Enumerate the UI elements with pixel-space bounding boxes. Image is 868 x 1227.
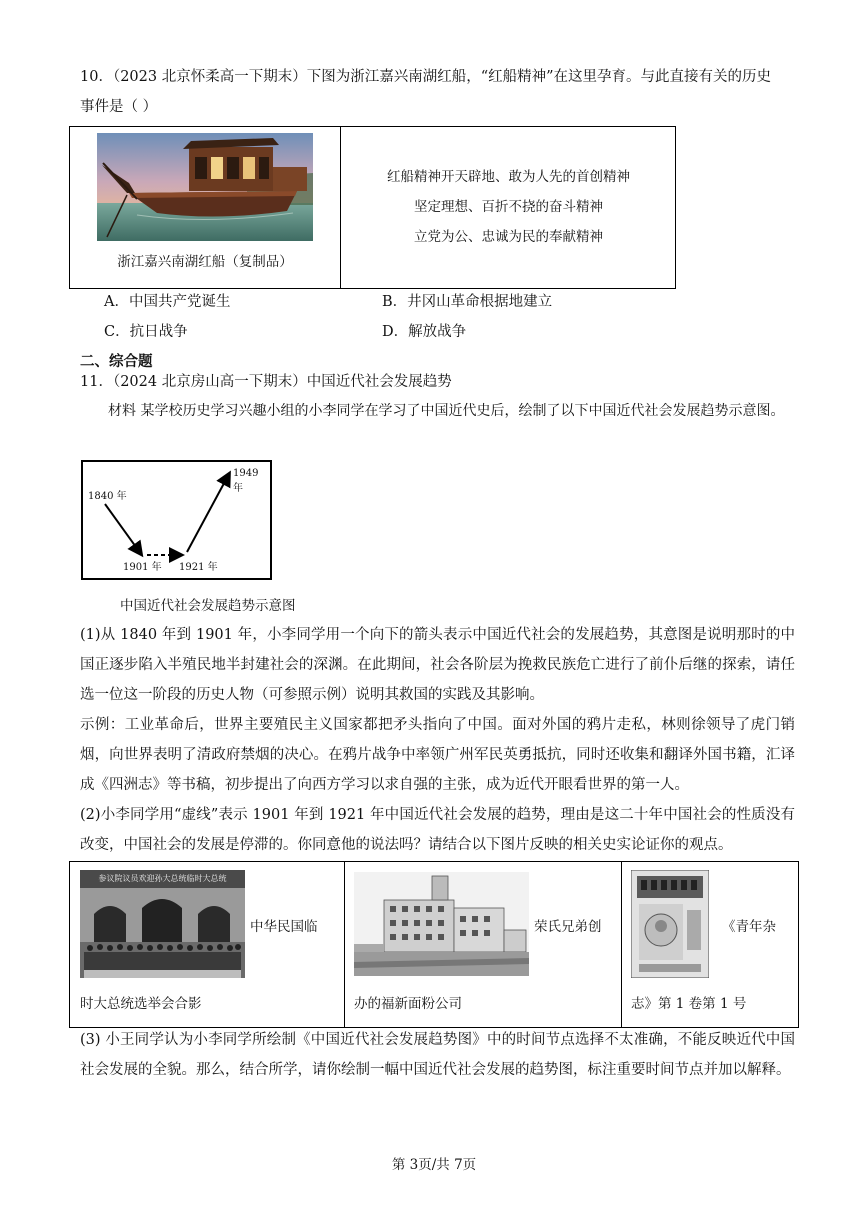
q10-option-b: B．井冈山革命根据地建立: [382, 294, 553, 310]
photo3-caption-right: 《青年杂: [722, 919, 776, 935]
q11-part1: (1)从 1840 年到 1901 年，小李同学用一个向下的箭头表示中国近代社会的发展趋势，其意图是说明那时的中国正逐步陷入半殖民地半封建社会的深渊。在此期间，社会各阶层为挽救民族危亡进行了前仆后继的探索，请任选一位这一阶段的历史人物（可参照示例）说明其救国的实践及其影响。: [80, 627, 795, 703]
down-arrow: [105, 504, 141, 554]
section-heading: 二、综合题: [80, 354, 153, 370]
q10-figure-table: [69, 126, 676, 289]
q11-part3: (3) 小王同学认为小李同学所绘制《中国近代社会发展趋势图》中的时间节点选择不太准确，不能反映近代中国社会发展的全貌。那么，结合所学，请你绘制一幅中国近代社会发展的趋势图，标注重要时间节点并加以解释。: [80, 1032, 795, 1078]
q11-image-table: [69, 861, 799, 1028]
election-group-photo: [80, 870, 245, 978]
label-1949: 1949 年: [233, 468, 259, 494]
youth-magazine-cover: [631, 870, 709, 978]
page-number: 第 3页/共 7页: [391, 1157, 477, 1173]
q10-option-c: C．抗日战争: [104, 324, 188, 340]
label-1901: 1901 年: [123, 562, 162, 573]
photo3-caption-bottom: 志》第 1 卷第 1 号: [631, 996, 747, 1012]
q10-stem-line2: 事件是（ ）: [80, 99, 158, 115]
photo1-sign: 参议院议员欢迎孙大总统临时大总统: [98, 874, 227, 883]
table-divider-2: [621, 862, 622, 1027]
q10-option-a: A．中国共产党诞生: [104, 294, 231, 310]
q10-stem: [80, 62, 795, 122]
label-1840: 1840 年: [88, 491, 127, 502]
photo2-caption-right: 荣氏兄弟创: [534, 919, 602, 935]
trend-diagram: [81, 460, 272, 580]
q10-stem-line1: 10．（2023 北京怀柔高一下期末）下图为浙江嘉兴南湖红船，“红船精神”在这里孕育。与此直接有关的历史: [80, 69, 772, 85]
q11-material: 材料 某学校历史学习兴趣小组的小李同学在学习了中国近代史后，绘制了以下中国近代社会发展趋势示意图。: [108, 403, 785, 419]
label-1921: 1921 年: [179, 562, 218, 573]
boat-caption: 浙江嘉兴南湖红船（复制品）: [117, 254, 293, 270]
q11-part2: (2)小李同学用“虚线”表示 1901 年到 1921 年中国近代社会发展的趋势，理由是这二十年中国社会的性质没有改变，中国社会的发展是停滞的。你同意他的说法吗？请结合以下图片反映的相关史实论证你的观点。: [80, 807, 795, 853]
red-boat-photo: [97, 133, 313, 241]
q11-stem: 11．（2024 北京房山高一下期末）中国近代社会发展趋势: [80, 374, 452, 390]
spirit-line-1: 红船精神开天辟地、敢为人先的首创精神: [387, 169, 630, 185]
spirit-line-2: 坚定理想、百折不挠的奋斗精神: [414, 199, 603, 215]
spirit-line-3: 立党为公、忠诚为民的奉献精神: [414, 229, 603, 245]
q10-option-d: D．解放战争: [382, 324, 467, 340]
photo2-caption-bottom: 办的福新面粉公司: [354, 996, 462, 1012]
diagram-caption: 中国近代社会发展趋势示意图: [120, 598, 296, 614]
q11-example: 示例：工业革命后，世界主要殖民主义国家都把矛头指向了中国。面对外国的鸦片走私，林则徐领导了虎门销烟，向世界表明了清政府禁烟的决心。在鸦片战争中率领广州军民英勇抵抗，同时还收集和翻译外国书籍，汇译成《四洲志》等书稿，初步提出了向西方学习以求自强的主张，成为近代开眼看世界的第一人。: [80, 717, 795, 793]
photo1-caption-bottom: 时大总统选举会合影: [80, 996, 202, 1012]
photo1-caption-right: 中华民国临: [250, 919, 318, 935]
table-divider-1: [344, 862, 345, 1027]
up-arrow: [187, 474, 229, 552]
flour-mill-photo: [354, 872, 529, 976]
